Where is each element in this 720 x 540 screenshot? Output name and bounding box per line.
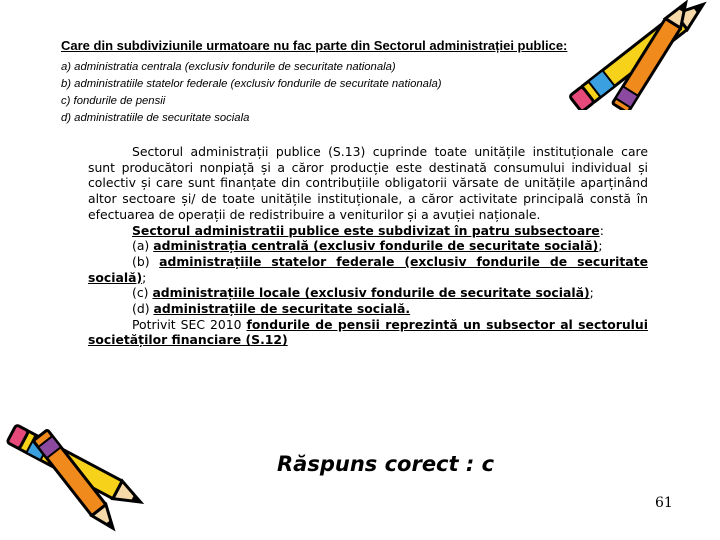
page-number: 61 (655, 495, 673, 511)
subsector-item-d: (d) administrațiile de securitate socială. (132, 301, 411, 317)
sec-2010-paragraph: Potrivit SEC 2010 fondurile de pensii reprezintă un subsector al sectorului societăților financiare (S.12) (88, 316, 648, 348)
explanation-intro: Sectorul administrații publice (S.13) cuprinde toate unitățile instituționale care sunt producători nonpiață și a căror producție este destinată consumului individual și colectiv și care sunt finanțate din contribuțiile obligatorii vărsate de unitățile aparținând altor sectoare și/ de toate unitățile instituționale, a căror activitate principală constă în efectuarea de operații de redistribuire a veniturilor și a avuției naționale. (88, 144, 648, 222)
option-b: b) administratiile statelor federale (exclusiv fondurile de securitate nationala) (61, 78, 442, 90)
pencil-icon (0, 408, 150, 540)
subsector-item-b: (b) administrațiile statelor federale (exclusiv fondurile de securitate socială); (88, 253, 648, 285)
answer-options (61, 59, 621, 127)
subsector-item-a: (a) administrația centrală (exclusiv fondurile de securitate socială); (132, 238, 603, 254)
subsector-item-c: (c) administrațiile locale (exclusiv fondurile de securitate socială); (132, 285, 594, 301)
correct-answer: Răspuns corect : c (277, 452, 495, 476)
option-a: a) administratia centrala (exclusiv fondurile de securitate nationala) (61, 61, 396, 73)
explanation-text (88, 144, 648, 348)
option-c: c) fondurile de pensii (61, 95, 166, 107)
subsectors-heading: Sectorul administratii publice este subdivizat în patru subsectoare (132, 222, 600, 238)
option-d: d) administratiile de securitate sociala (61, 112, 250, 124)
subsectors-paragraph: Sectorul administratii publice este subdivizat în patru subsectoare: (132, 222, 604, 238)
question-heading: Care din subdiviziunile urmatoare nu fac parte din Sectorul administrației publice: (61, 38, 568, 53)
